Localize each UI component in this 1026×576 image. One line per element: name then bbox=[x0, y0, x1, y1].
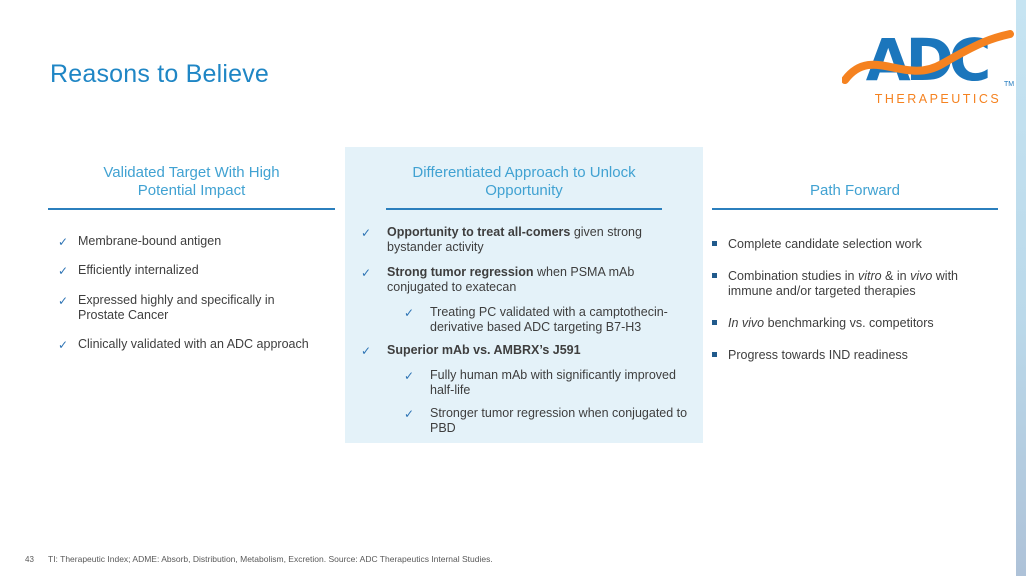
check-icon: ✓ bbox=[361, 226, 372, 240]
bullet-text: Treating PC validated with a camptothecin-derivative based ADC targeting B7-H3 bbox=[430, 305, 668, 334]
check-icon: ✓ bbox=[58, 337, 69, 352]
bullet-text: Opportunity to treat all-comers given strong bystander activity bbox=[387, 225, 642, 254]
bullet-text: Expressed highly and specifically in Prostate Cancer bbox=[78, 292, 275, 322]
bullet-text: Efficiently internalized bbox=[78, 263, 199, 278]
path-forward-column bbox=[712, 155, 998, 380]
validated-target-column bbox=[48, 155, 335, 366]
list-item bbox=[359, 343, 689, 358]
square-bullet-icon bbox=[712, 269, 728, 299]
footnote: TI: Therapeutic Index; ADME: Absorb, Distribution, Metabolism, Excretion. Source: ADC Therapeutics Internal Studies. bbox=[48, 554, 493, 564]
page-title: Reasons to Believe bbox=[50, 60, 270, 88]
bullet-text: Membrane-bound antigen bbox=[78, 234, 222, 248]
logo-brand-text: ADC bbox=[865, 26, 987, 94]
list-item bbox=[48, 337, 335, 352]
bullet-text: Fully human mAb with significantly improved half-life bbox=[430, 368, 676, 398]
adc-therapeutics-logo bbox=[842, 24, 1014, 118]
bullet-text: Progress towards IND readiness bbox=[728, 348, 908, 362]
check-icon: ✓ bbox=[58, 293, 69, 308]
bullet-text: Clinically validated with an ADC approach bbox=[78, 336, 309, 351]
bullet-text: Combination studies in vitro & in vivo with immune and/or targeted therapies bbox=[728, 269, 958, 298]
bullet-text: Superior mAb vs. AMBRX’s J591 bbox=[387, 343, 581, 357]
square-bullet-icon bbox=[712, 237, 728, 252]
check-icon: ✓ bbox=[404, 369, 415, 384]
list-item bbox=[712, 348, 998, 363]
list-item bbox=[712, 316, 998, 331]
check-icon: ✓ bbox=[361, 344, 372, 358]
bullet-text: Complete candidate selection work bbox=[728, 237, 922, 251]
page-number: 43 bbox=[25, 555, 34, 564]
square-bullet-icon bbox=[712, 316, 728, 331]
column-heading: Validated Target With High Potential Impact bbox=[103, 163, 280, 200]
check-icon: ✓ bbox=[361, 266, 372, 280]
bullet-text: Stronger tumor regression when conjugated to PBD bbox=[430, 406, 688, 436]
list-sub-item bbox=[402, 305, 689, 335]
slide-edge-strip bbox=[1016, 0, 1026, 576]
list-item bbox=[712, 237, 998, 252]
check-icon: ✓ bbox=[404, 407, 415, 422]
check-icon: ✓ bbox=[58, 264, 69, 279]
list-item bbox=[48, 293, 335, 323]
list-item bbox=[712, 269, 998, 299]
bullet-list bbox=[359, 210, 689, 436]
bullet-list bbox=[712, 210, 998, 363]
list-item bbox=[48, 263, 335, 278]
column-heading: Path Forward bbox=[809, 182, 901, 200]
bullet-text: In vivo benchmarking vs. competitors bbox=[728, 316, 934, 330]
list-item bbox=[48, 234, 335, 249]
bullet-text: Strong tumor regression when PSMA mAb conjugated to exatecan bbox=[387, 265, 635, 294]
list-item bbox=[359, 265, 689, 295]
square-bullet-icon bbox=[712, 348, 728, 363]
list-item bbox=[359, 225, 689, 255]
check-icon: ✓ bbox=[58, 235, 69, 249]
logo-subtitle: THERAPEUTICS bbox=[874, 92, 1002, 106]
check-icon: ✓ bbox=[404, 306, 415, 320]
list-sub-item bbox=[402, 368, 689, 398]
column-heading: Differentiated Approach to Unlock Opportunity bbox=[412, 163, 636, 200]
logo-trademark: TM bbox=[1004, 81, 1014, 88]
list-sub-item bbox=[402, 406, 689, 436]
bullet-list bbox=[48, 210, 335, 352]
differentiated-approach-column bbox=[345, 147, 703, 443]
